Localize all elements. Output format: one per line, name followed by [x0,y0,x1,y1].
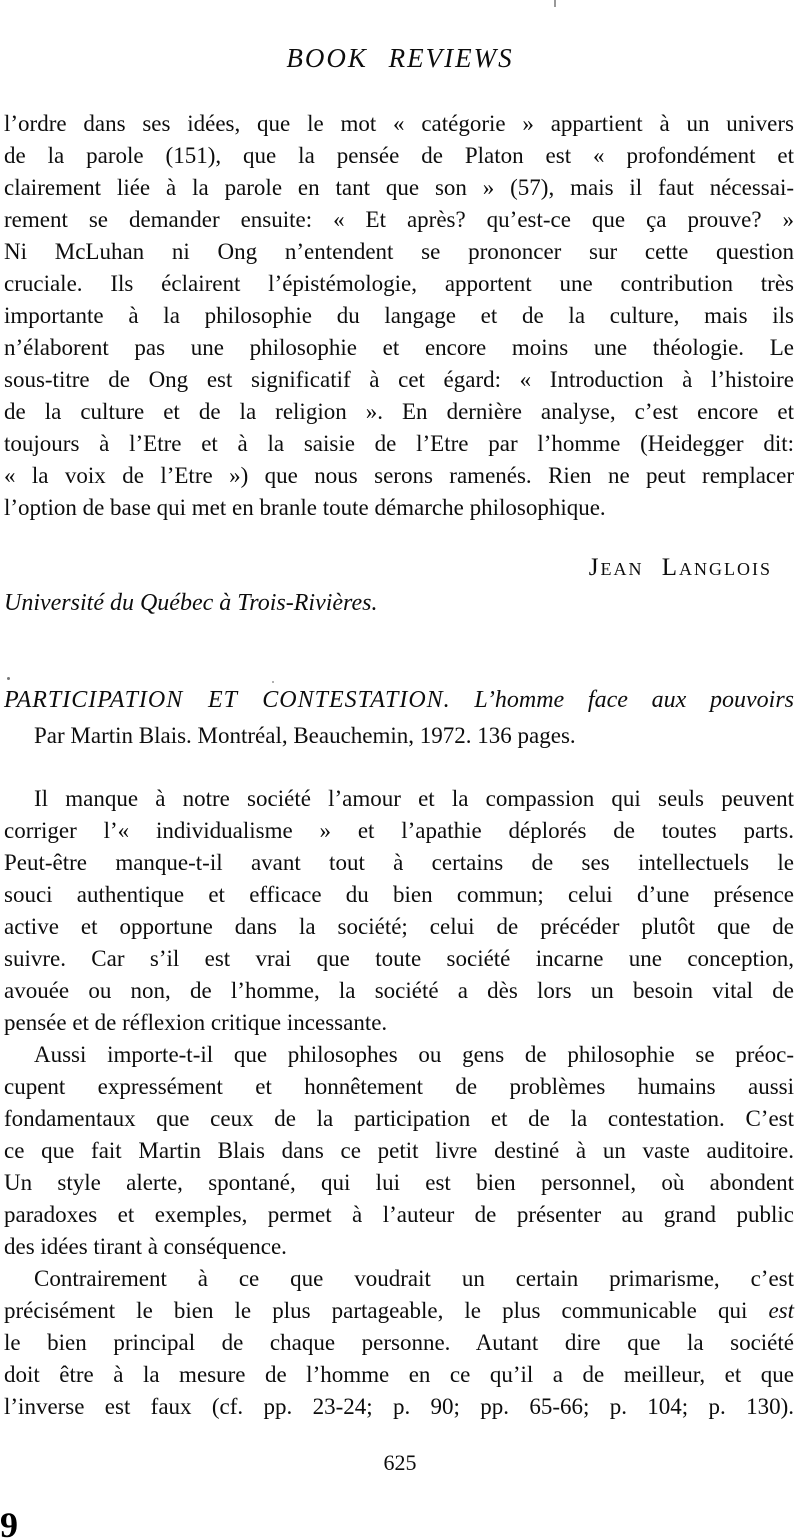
text-line: active et opportune dans la société; celui de précéder plutôt que de [4,914,794,939]
text-line: sous-titre de Ong est significatif à cet égard: « Introduction à l’histoire [4,367,794,392]
text-line: corriger l’« individualisme » et l’apathie déplorés de toutes parts. [4,818,794,843]
book-subtitle: L’homme face aux pouvoirs [474,687,795,713]
corner-signature-mark: 9 [0,1505,18,1540]
text-line: Un style alerte, spontané, qui lui est bien personnel, où abondent [4,1170,794,1195]
text-line: l’option de base qui met en branle toute démarche philosophique. [4,495,606,520]
page-header: BOOK REVIEWS [286,43,514,73]
text-line: le bien principal de chaque personne. Autant dire que la société [4,1330,794,1355]
text-line: importante à la philosophie du langage et de la culture, mais ils [4,303,794,328]
text-line: Peut-être manque-t-il avant tout à certains de ses intellectuels le [4,850,794,875]
text-line: Il manque à notre société l’amour et la compassion qui seuls peuvent [34,786,794,811]
text-line: paradoxes et exemples, permet à l’auteur de présenter au grand public [4,1202,794,1227]
text-line: fondamentaux que ceux de la participation et de la contestation. C’est [4,1106,794,1131]
scan-artifact-tick [554,0,556,7]
text-line: souci authentique et efficace du bien commun; celui d’une présence [4,882,794,907]
text-line: n’élaborent pas une philosophie et encore moins une théologie. Le [4,335,794,360]
text-line: avouée ou non, de l’homme, la société a dès lors un besoin vital de [4,978,794,1003]
text-line: doit être à la mesure de l’homme en ce qu’il a de meilleur, et que [4,1362,794,1387]
reviewer-signature: Jean Langlois [588,554,772,581]
review-continuation-paragraph [4,108,794,524]
text-line: cruciale. Ils éclairent l’épistémologie, apportent une contribution très [4,271,794,296]
book-review-title [4,684,794,716]
book-title-caps: PARTICIPATION ET CONTESTATION. [4,687,451,713]
scan-artifact-speck [272,681,274,683]
text-line: « la voix de l’Etre ») que nous serons ramenés. Rien ne peut remplacer [4,463,794,488]
text-line: pensée et de réflexion critique incessante. [4,1010,388,1035]
text-line: de la parole (151), que la pensée de Platon est « profondément et [4,143,794,168]
text-line: clairement liée à la parole en tant que son » (57), mais il faut nécessai- [4,175,794,200]
page-number: 625 [383,1450,417,1475]
text-line: ce que fait Martin Blais dans ce petit livre destiné à un vaste auditoire. [4,1138,794,1163]
text-line: Aussi importe-t-il que philosophes ou gens de philosophie se préoc- [34,1042,794,1067]
text-line: des idées tirant à conséquence. [4,1234,287,1259]
review-paragraph-1 [4,783,794,1039]
text-line: précisément le bien le plus partageable, le plus communicable qui est [4,1298,794,1323]
reviewer-affiliation: Université du Québec à Trois-Rivières. [4,590,378,616]
text-line: suivre. Car s’il est vrai que toute société incarne une conception, [4,946,794,971]
text-line: l’ordre dans ses idées, que le mot « catégorie » appartient à un univers [4,111,794,136]
text-line: rement se demander ensuite: « Et après? qu’est-ce que ça prouve? » [4,207,794,232]
text-line: toujours à l’Etre et à la saisie de l’Etre par l’homme (Heidegger dit: [4,431,794,456]
text-line: Ni McLuhan ni Ong n’entendent se prononcer sur cette question [4,239,794,264]
text-line: Contrairement à ce que voudrait un certain primarisme, c’est [34,1266,794,1291]
text-line: cupent expressément et honnêtement de problèmes humains aussi [4,1074,794,1099]
review-paragraph-3 [4,1263,794,1423]
review-paragraph-2 [4,1039,794,1263]
book-citation: Par Martin Blais. Montréal, Beauchemin, 1972. 136 pages. [34,723,576,748]
text-line: de la culture et de la religion ». En dernière analyse, c’est encore et [4,399,794,424]
text-line: l’inverse est faux (cf. pp. 23-24; p. 90; pp. 65-66; p. 104; p. 130). [4,1394,794,1419]
scan-artifact-speck [7,677,10,680]
